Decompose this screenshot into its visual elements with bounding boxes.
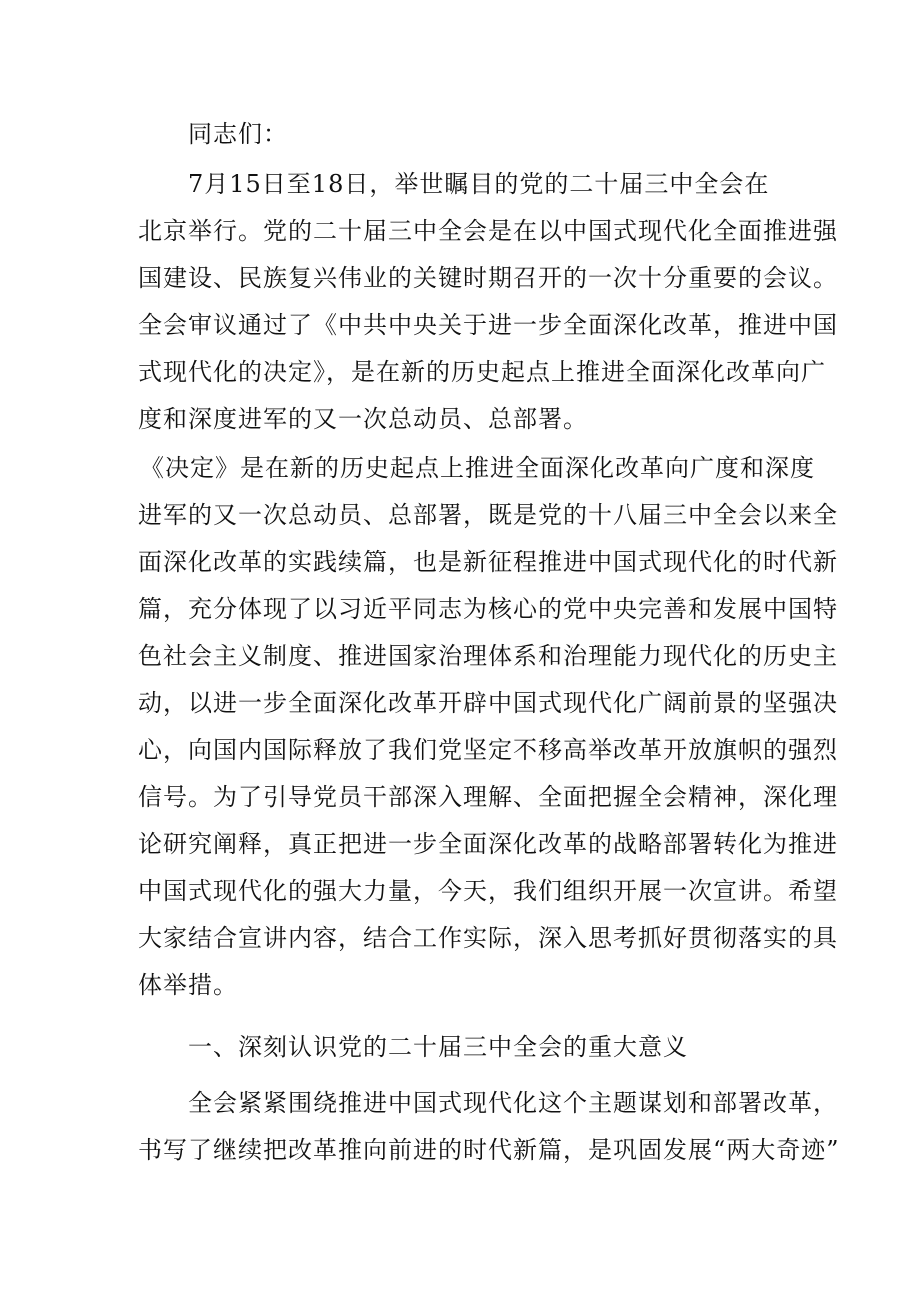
paragraph-line: 色社会主义制度、推进国家治理体系和治理能力现代化的历史主 [138, 642, 838, 670]
paragraph-line: 动，以进一步全面深化改革开辟中国式现代化广阔前景的坚强决 [138, 689, 838, 717]
paragraph-line: 中国式现代化的强大力量，今天，我们组织开展一次宣讲。希望 [138, 877, 838, 905]
paragraph-line: 篇，充分体现了以习近平同志为核心的党中央完善和发展中国特 [138, 595, 838, 623]
paragraph-line: 全会审议通过了《中共中央关于进一步全面深化改革，推进中国 [138, 311, 838, 339]
salutation: 同志们： [188, 120, 288, 148]
paragraph-line: 书写了继续把改革推向前进的时代新篇，是巩固发展“两大奇迹” [138, 1136, 840, 1164]
paragraph-line: 大家结合宣讲内容，结合工作实际，深入思考抓好贯彻落实的具 [138, 924, 838, 952]
paragraph-line: 面深化改革的实践续篇，也是新征程推进中国式现代化的时代新 [138, 548, 838, 576]
paragraph-line: 心，向国内国际释放了我们党坚定不移高举改革开放旗帜的强烈 [138, 736, 838, 764]
paragraph-line: 北京举行。党的二十届三中全会是在以中国式现代化全面推进强 [138, 217, 838, 245]
paragraph-line: 《决定》是在新的历史起点上推进全面深化改革向广度和深度 [140, 454, 815, 482]
paragraph-line: 进军的又一次总动员、总部署，既是党的十八届三中全会以来全 [138, 501, 838, 529]
paragraph-line: 信号。为了引导党员干部深入理解、全面把握全会精神，深化理 [138, 783, 838, 811]
paragraph-line: 体举措。 [138, 971, 238, 999]
paragraph-line: 式现代化的决定》，是在新的历史起点上推进全面深化改革向广 [138, 358, 826, 386]
section-heading: 一、深刻认识党的二十届三中全会的重大意义 [188, 1033, 688, 1061]
paragraph-line: 论研究阐释，真正把进一步全面深化改革的战略部署转化为推进 [138, 830, 838, 858]
paragraph-line: 度和深度进军的又一次总动员、总部署。 [138, 405, 588, 433]
paragraph-line: 全会紧紧围绕推进中国式现代化这个主题谋划和部署改革， [188, 1089, 838, 1117]
paragraph-line: 7月15日至18日，举世瞩目的党的二十届三中全会在 [188, 170, 770, 198]
paragraph-line: 国建设、民族复兴伟业的关键时期召开的一次十分重要的会议。 [138, 264, 838, 292]
